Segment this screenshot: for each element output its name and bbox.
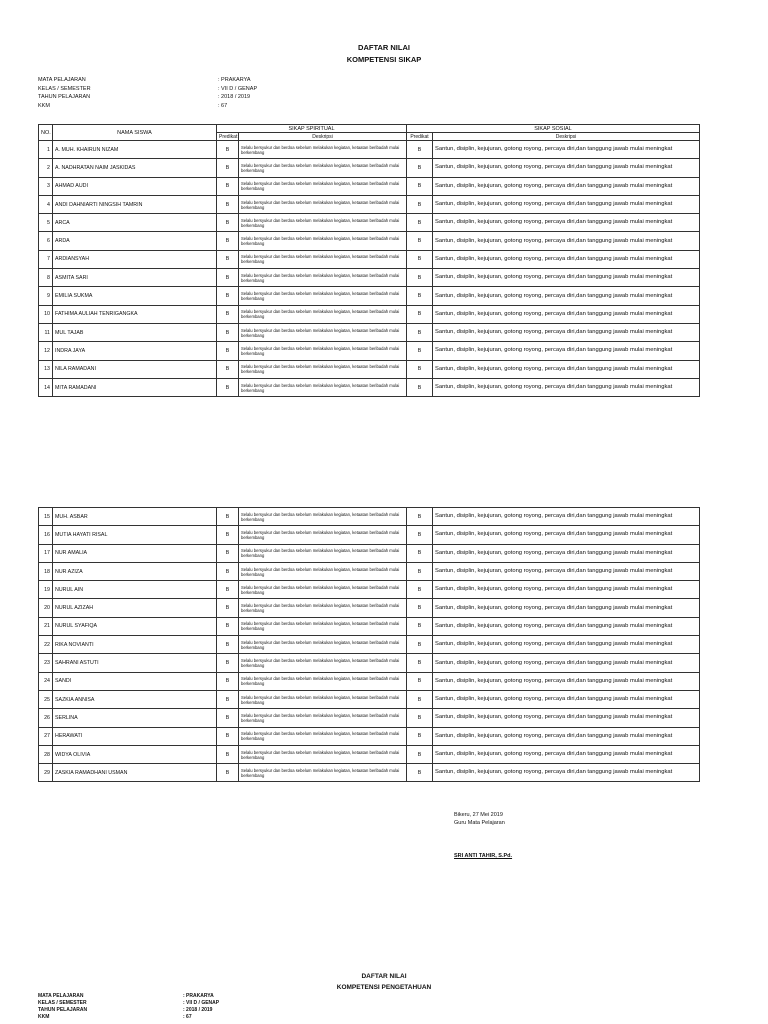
cell-predikat-spiritual: B bbox=[217, 654, 239, 672]
table-row bbox=[39, 269, 700, 287]
table-row bbox=[39, 360, 700, 378]
table-row bbox=[39, 323, 700, 341]
cell-predikat-sosial: B bbox=[407, 195, 433, 213]
cell-desc-sosial: Santun, disiplin, kejujuran, gotong royong, percaya diri,dan tanggung jawab mulai meningkat bbox=[433, 141, 700, 159]
cell-predikat-spiritual: B bbox=[217, 508, 239, 526]
cell-no: 23 bbox=[39, 654, 53, 672]
cell-name: INDRA JAYA bbox=[53, 342, 217, 360]
grades-table-2 bbox=[38, 507, 700, 782]
cell-name: SAHRANI ASTUTI bbox=[53, 654, 217, 672]
cell-predikat-sosial: B bbox=[407, 526, 433, 544]
signer-name: SRI ANTI TAHIR, S.Pd. bbox=[454, 853, 513, 859]
cell-desc-sosial: Santun, disiplin, kejujuran, gotong royong, percaya diri,dan tanggung jawab mulai meningkat bbox=[433, 526, 700, 544]
cell-desc-spiritual: Selalu bersyukur dan berdoa sebelum melakukan kegiatan, ketaatan beribadah mulai berkembang bbox=[239, 636, 407, 654]
cell-no: 13 bbox=[39, 360, 53, 378]
table-row bbox=[39, 727, 700, 745]
cell-desc-sosial: Santun, disiplin, kejujuran, gotong royong, percaya diri,dan tanggung jawab mulai meningkat bbox=[433, 581, 700, 599]
cell-no: 7 bbox=[39, 250, 53, 268]
cell-no: 15 bbox=[39, 508, 53, 526]
header-sosial: SIKAP SOSIAL bbox=[407, 125, 700, 133]
next-page-title: DAFTAR NILAI bbox=[361, 973, 407, 980]
cell-name: HERAWATI bbox=[53, 727, 217, 745]
cell-desc-sosial: Santun, disiplin, kejujuran, gotong royong, percaya diri,dan tanggung jawab mulai meningkat bbox=[433, 764, 700, 782]
cell-desc-sosial: Santun, disiplin, kejujuran, gotong royong, percaya diri,dan tanggung jawab mulai meningkat bbox=[433, 599, 700, 617]
meta-label: KKM bbox=[38, 1014, 50, 1020]
cell-predikat-spiritual: B bbox=[217, 232, 239, 250]
cell-predikat-sosial: B bbox=[407, 269, 433, 287]
meta-value: : 67 bbox=[218, 102, 228, 109]
cell-desc-sosial: Santun, disiplin, kejujuran, gotong royong, percaya diri,dan tanggung jawab mulai meningkat bbox=[433, 360, 700, 378]
cell-desc-sosial: Santun, disiplin, kejujuran, gotong royong, percaya diri,dan tanggung jawab mulai meningkat bbox=[433, 727, 700, 745]
meta-value: : 2018 / 2019 bbox=[218, 94, 251, 100]
cell-desc-spiritual: Selalu bersyukur dan berdoa sebelum melakukan kegiatan, ketaatan beribadah mulai berkembang bbox=[239, 617, 407, 635]
meta-block bbox=[38, 76, 257, 110]
cell-desc-sosial: Santun, disiplin, kejujuran, gotong royong, percaya diri,dan tanggung jawab mulai meningkat bbox=[433, 214, 700, 232]
header-predikat: Predikat bbox=[407, 133, 433, 141]
cell-no: 11 bbox=[39, 323, 53, 341]
cell-no: 27 bbox=[39, 727, 53, 745]
cell-desc-sosial: Santun, disiplin, kejujuran, gotong royong, percaya diri,dan tanggung jawab mulai meningkat bbox=[433, 232, 700, 250]
cell-name: SERLINA bbox=[53, 709, 217, 727]
cell-name: SANDI bbox=[53, 672, 217, 690]
page-subtitle: KOMPETENSI SIKAP bbox=[346, 55, 422, 64]
cell-desc-sosial: Santun, disiplin, kejujuran, gotong royong, percaya diri,dan tanggung jawab mulai meningkat bbox=[433, 562, 700, 580]
cell-predikat-spiritual: B bbox=[217, 342, 239, 360]
cell-desc-spiritual: Selalu bersyukur dan berdoa sebelum melakukan kegiatan, ketaatan beribadah mulai berkembang bbox=[239, 690, 407, 708]
table-row bbox=[39, 636, 700, 654]
cell-no: 24 bbox=[39, 672, 53, 690]
cell-desc-spiritual: Selalu bersyukur dan berdoa sebelum melakukan kegiatan, ketaatan beribadah mulai berkembang bbox=[239, 654, 407, 672]
cell-predikat-spiritual: B bbox=[217, 141, 239, 159]
cell-no: 1 bbox=[39, 141, 53, 159]
cell-desc-sosial: Santun, disiplin, kejujuran, gotong royong, percaya diri,dan tanggung jawab mulai meningkat bbox=[433, 745, 700, 763]
cell-predikat-spiritual: B bbox=[217, 672, 239, 690]
cell-predikat-sosial: B bbox=[407, 177, 433, 195]
cell-desc-spiritual: Selalu bersyukur dan berdoa sebelum melakukan kegiatan, ketaatan beribadah mulai berkembang bbox=[239, 508, 407, 526]
table-row bbox=[39, 654, 700, 672]
cell-predikat-spiritual: B bbox=[217, 250, 239, 268]
table-row bbox=[39, 195, 700, 213]
cell-no: 4 bbox=[39, 195, 53, 213]
cell-predikat-sosial: B bbox=[407, 617, 433, 635]
cell-desc-sosial: Santun, disiplin, kejujuran, gotong royong, percaya diri,dan tanggung jawab mulai meningkat bbox=[433, 636, 700, 654]
table-row bbox=[39, 672, 700, 690]
cell-desc-sosial: Santun, disiplin, kejujuran, gotong royong, percaya diri,dan tanggung jawab mulai meningkat bbox=[433, 378, 700, 396]
meta-label: TAHUN PELAJARAN bbox=[38, 94, 91, 100]
cell-predikat-spiritual: B bbox=[217, 636, 239, 654]
cell-predikat-spiritual: B bbox=[217, 287, 239, 305]
cell-desc-spiritual: Selalu bersyukur dan berdoa sebelum melakukan kegiatan, ketaatan beribadah mulai berkembang bbox=[239, 745, 407, 763]
cell-desc-spiritual: Selalu bersyukur dan berdoa sebelum melakukan kegiatan, ketaatan beribadah mulai berkembang bbox=[239, 141, 407, 159]
cell-no: 12 bbox=[39, 342, 53, 360]
cell-predikat-sosial: B bbox=[407, 764, 433, 782]
cell-desc-spiritual: Selalu bersyukur dan berdoa sebelum melakukan kegiatan, ketaatan beribadah mulai berkembang bbox=[239, 764, 407, 782]
cell-no: 6 bbox=[39, 232, 53, 250]
meta-label: MATA PELAJARAN bbox=[38, 77, 86, 83]
next-page-subtitle: KOMPETENSI PENGETAHUAN bbox=[336, 984, 432, 991]
cell-no: 14 bbox=[39, 378, 53, 396]
cell-desc-spiritual: Selalu bersyukur dan berdoa sebelum melakukan kegiatan, ketaatan beribadah mulai berkembang bbox=[239, 709, 407, 727]
cell-no: 5 bbox=[39, 214, 53, 232]
cell-desc-spiritual: Selalu bersyukur dan berdoa sebelum melakukan kegiatan, ketaatan beribadah mulai berkembang bbox=[239, 159, 407, 177]
cell-desc-sosial: Santun, disiplin, kejujuran, gotong royong, percaya diri,dan tanggung jawab mulai meningkat bbox=[433, 250, 700, 268]
cell-name: WIDYA OLIVIA bbox=[53, 745, 217, 763]
cell-predikat-sosial: B bbox=[407, 214, 433, 232]
cell-predikat-spiritual: B bbox=[217, 323, 239, 341]
meta-value: : PRAKARYA bbox=[218, 77, 251, 83]
cell-predikat-spiritual: B bbox=[217, 269, 239, 287]
cell-desc-spiritual: Selalu bersyukur dan berdoa sebelum melakukan kegiatan, ketaatan beribadah mulai berkembang bbox=[239, 562, 407, 580]
cell-predikat-spiritual: B bbox=[217, 764, 239, 782]
table-row bbox=[39, 342, 700, 360]
cell-desc-spiritual: Selalu bersyukur dan berdoa sebelum melakukan kegiatan, ketaatan beribadah mulai berkembang bbox=[239, 195, 407, 213]
cell-name: A. NADHRATAN NAIM JASKIDAS bbox=[53, 159, 217, 177]
meta-value: : 2018 / 2019 bbox=[183, 1007, 213, 1013]
cell-desc-sosial: Santun, disiplin, kejujuran, gotong royong, percaya diri,dan tanggung jawab mulai meningkat bbox=[433, 672, 700, 690]
cell-name: MUTIA HAYATI RISAL bbox=[53, 526, 217, 544]
cell-desc-sosial: Santun, disiplin, kejujuran, gotong royong, percaya diri,dan tanggung jawab mulai meningkat bbox=[433, 508, 700, 526]
table-row bbox=[39, 709, 700, 727]
cell-name: AHMAD AUDI bbox=[53, 177, 217, 195]
header-spiritual: SIKAP SPIRITUAL bbox=[217, 125, 407, 133]
cell-predikat-sosial: B bbox=[407, 690, 433, 708]
cell-name: NILA RAMADANI bbox=[53, 360, 217, 378]
table-row bbox=[39, 764, 700, 782]
meta-value: : VII D / GENAP bbox=[183, 1000, 220, 1006]
cell-desc-sosial: Santun, disiplin, kejujuran, gotong royong, percaya diri,dan tanggung jawab mulai meningkat bbox=[433, 287, 700, 305]
cell-no: 9 bbox=[39, 287, 53, 305]
cell-desc-sosial: Santun, disiplin, kejujuran, gotong royong, percaya diri,dan tanggung jawab mulai meningkat bbox=[433, 177, 700, 195]
cell-name: ARDA bbox=[53, 232, 217, 250]
cell-name: NURUL AIN bbox=[53, 581, 217, 599]
cell-predikat-spiritual: B bbox=[217, 305, 239, 323]
cell-desc-sosial: Santun, disiplin, kejujuran, gotong royong, percaya diri,dan tanggung jawab mulai meningkat bbox=[433, 690, 700, 708]
table-row bbox=[39, 562, 700, 580]
grades-table-1 bbox=[38, 124, 700, 397]
cell-name: SAZKIA ANNISA bbox=[53, 690, 217, 708]
cell-predikat-spiritual: B bbox=[217, 599, 239, 617]
meta-label: KELAS / SEMESTER bbox=[38, 1000, 87, 1006]
cell-predikat-sosial: B bbox=[407, 250, 433, 268]
cell-predikat-spiritual: B bbox=[217, 214, 239, 232]
meta-label: TAHUN PELAJARAN bbox=[38, 1007, 88, 1013]
cell-predikat-spiritual: B bbox=[217, 544, 239, 562]
next-page-meta bbox=[38, 993, 219, 1021]
cell-desc-spiritual: Selalu bersyukur dan berdoa sebelum melakukan kegiatan, ketaatan beribadah mulai berkembang bbox=[239, 250, 407, 268]
cell-name: MITA RAMADANI bbox=[53, 378, 217, 396]
cell-name: A. MUH. KHAIRUN NIZAM bbox=[53, 141, 217, 159]
cell-name: NUR AZIZA bbox=[53, 562, 217, 580]
cell-desc-sosial: Santun, disiplin, kejujuran, gotong royong, percaya diri,dan tanggung jawab mulai meningkat bbox=[433, 342, 700, 360]
cell-name: ARDIANSYAH bbox=[53, 250, 217, 268]
table-row bbox=[39, 305, 700, 323]
cell-predikat-sosial: B bbox=[407, 745, 433, 763]
cell-name: ARCA bbox=[53, 214, 217, 232]
cell-desc-spiritual: Selalu bersyukur dan berdoa sebelum melakukan kegiatan, ketaatan beribadah mulai berkembang bbox=[239, 544, 407, 562]
cell-no: 29 bbox=[39, 764, 53, 782]
cell-predikat-sosial: B bbox=[407, 727, 433, 745]
cell-predikat-sosial: B bbox=[407, 672, 433, 690]
cell-desc-spiritual: Selalu bersyukur dan berdoa sebelum melakukan kegiatan, ketaatan beribadah mulai berkembang bbox=[239, 214, 407, 232]
place-date: Bikeru, 27 Mei 2019 bbox=[454, 812, 503, 818]
cell-name: FATHIMA AULIAH TENRIGANGKA bbox=[53, 305, 217, 323]
cell-predikat-sosial: B bbox=[407, 654, 433, 672]
cell-name: NURUL SYAFIQA bbox=[53, 617, 217, 635]
cell-desc-spiritual: Selalu bersyukur dan berdoa sebelum melakukan kegiatan, ketaatan beribadah mulai berkembang bbox=[239, 232, 407, 250]
cell-predikat-sosial: B bbox=[407, 562, 433, 580]
cell-predikat-sosial: B bbox=[407, 232, 433, 250]
cell-predikat-spiritual: B bbox=[217, 617, 239, 635]
cell-desc-sosial: Santun, disiplin, kejujuran, gotong royong, percaya diri,dan tanggung jawab mulai meningkat bbox=[433, 617, 700, 635]
meta-value: : VII D / GENAP bbox=[218, 85, 258, 92]
cell-desc-sosial: Santun, disiplin, kejujuran, gotong royong, percaya diri,dan tanggung jawab mulai meningkat bbox=[433, 195, 700, 213]
signature-block bbox=[454, 811, 505, 827]
cell-no: 22 bbox=[39, 636, 53, 654]
cell-predikat-sosial: B bbox=[407, 342, 433, 360]
cell-predikat-sosial: B bbox=[407, 378, 433, 396]
cell-no: 19 bbox=[39, 581, 53, 599]
cell-no: 16 bbox=[39, 526, 53, 544]
table-row bbox=[39, 508, 700, 526]
cell-name: MUL TAJAB bbox=[53, 323, 217, 341]
table-row bbox=[39, 232, 700, 250]
cell-name: NURUL AZIZAH bbox=[53, 599, 217, 617]
cell-predikat-sosial: B bbox=[407, 159, 433, 177]
cell-predikat-sosial: B bbox=[407, 599, 433, 617]
table-row bbox=[39, 141, 700, 159]
cell-name: NUR AMALIA bbox=[53, 544, 217, 562]
table-row bbox=[39, 617, 700, 635]
cell-desc-sosial: Santun, disiplin, kejujuran, gotong royong, percaya diri,dan tanggung jawab mulai meningkat bbox=[433, 654, 700, 672]
cell-predikat-spiritual: B bbox=[217, 690, 239, 708]
cell-name: ZASKIA RAMADHANI USMAN bbox=[53, 764, 217, 782]
table-row bbox=[39, 250, 700, 268]
table-row bbox=[39, 581, 700, 599]
cell-desc-spiritual: Selalu bersyukur dan berdoa sebelum melakukan kegiatan, ketaatan beribadah mulai berkembang bbox=[239, 360, 407, 378]
meta-label: KELAS / SEMESTER bbox=[38, 85, 91, 92]
cell-predikat-spiritual: B bbox=[217, 745, 239, 763]
cell-predikat-sosial: B bbox=[407, 287, 433, 305]
cell-predikat-sosial: B bbox=[407, 581, 433, 599]
page-title: DAFTAR NILAI bbox=[358, 43, 410, 52]
cell-desc-sosial: Santun, disiplin, kejujuran, gotong royong, percaya diri,dan tanggung jawab mulai meningkat bbox=[433, 709, 700, 727]
cell-no: 25 bbox=[39, 690, 53, 708]
table-row bbox=[39, 378, 700, 396]
meta-label: MATA PELAJARAN bbox=[38, 993, 84, 999]
cell-desc-spiritual: Selalu bersyukur dan berdoa sebelum melakukan kegiatan, ketaatan beribadah mulai berkembang bbox=[239, 526, 407, 544]
table-row bbox=[39, 287, 700, 305]
table-row bbox=[39, 214, 700, 232]
cell-predikat-spiritual: B bbox=[217, 581, 239, 599]
cell-no: 3 bbox=[39, 177, 53, 195]
cell-predikat-spiritual: B bbox=[217, 709, 239, 727]
cell-name: ANDI DAHNIARTI NINGSIH TAMRIN bbox=[53, 195, 217, 213]
cell-predikat-sosial: B bbox=[407, 709, 433, 727]
header-nama: NAMA SISWA bbox=[53, 125, 217, 141]
cell-desc-spiritual: Selalu bersyukur dan berdoa sebelum melakukan kegiatan, ketaatan beribadah mulai berkembang bbox=[239, 672, 407, 690]
cell-desc-sosial: Santun, disiplin, kejujuran, gotong royong, percaya diri,dan tanggung jawab mulai meningkat bbox=[433, 269, 700, 287]
cell-desc-spiritual: Selalu bersyukur dan berdoa sebelum melakukan kegiatan, ketaatan beribadah mulai berkembang bbox=[239, 323, 407, 341]
cell-predikat-spiritual: B bbox=[217, 727, 239, 745]
cell-name: EMILIA SUKMA bbox=[53, 287, 217, 305]
cell-desc-spiritual: Selalu bersyukur dan berdoa sebelum melakukan kegiatan, ketaatan beribadah mulai berkembang bbox=[239, 287, 407, 305]
cell-name: ASMITA SARI bbox=[53, 269, 217, 287]
cell-desc-sosial: Santun, disiplin, kejujuran, gotong royong, percaya diri,dan tanggung jawab mulai meningkat bbox=[433, 305, 700, 323]
cell-desc-sosial: Santun, disiplin, kejujuran, gotong royong, percaya diri,dan tanggung jawab mulai meningkat bbox=[433, 159, 700, 177]
cell-predikat-spiritual: B bbox=[217, 360, 239, 378]
cell-desc-spiritual: Selalu bersyukur dan berdoa sebelum melakukan kegiatan, ketaatan beribadah mulai berkembang bbox=[239, 177, 407, 195]
cell-predikat-sosial: B bbox=[407, 508, 433, 526]
cell-no: 17 bbox=[39, 544, 53, 562]
cell-desc-spiritual: Selalu bersyukur dan berdoa sebelum melakukan kegiatan, ketaatan beribadah mulai berkembang bbox=[239, 599, 407, 617]
table-row bbox=[39, 544, 700, 562]
table-row bbox=[39, 599, 700, 617]
cell-predikat-sosial: B bbox=[407, 323, 433, 341]
cell-predikat-sosial: B bbox=[407, 305, 433, 323]
cell-desc-spiritual: Selalu bersyukur dan berdoa sebelum melakukan kegiatan, ketaatan beribadah mulai berkembang bbox=[239, 581, 407, 599]
header-deskripsi: Deskripsi bbox=[239, 133, 407, 141]
header-predikat: Predikat bbox=[217, 133, 239, 141]
cell-predikat-spiritual: B bbox=[217, 378, 239, 396]
cell-desc-sosial: Santun, disiplin, kejujuran, gotong royong, percaya diri,dan tanggung jawab mulai meningkat bbox=[433, 544, 700, 562]
cell-predikat-sosial: B bbox=[407, 360, 433, 378]
cell-no: 21 bbox=[39, 617, 53, 635]
cell-name: RIKA NOVIANTI bbox=[53, 636, 217, 654]
meta-label: KKM bbox=[38, 102, 50, 109]
cell-desc-sosial: Santun, disiplin, kejujuran, gotong royong, percaya diri,dan tanggung jawab mulai meningkat bbox=[433, 323, 700, 341]
cell-predikat-sosial: B bbox=[407, 544, 433, 562]
cell-predikat-spiritual: B bbox=[217, 195, 239, 213]
cell-no: 28 bbox=[39, 745, 53, 763]
table-row bbox=[39, 526, 700, 544]
cell-desc-spiritual: Selalu bersyukur dan berdoa sebelum melakukan kegiatan, ketaatan beribadah mulai berkembang bbox=[239, 727, 407, 745]
cell-desc-spiritual: Selalu bersyukur dan berdoa sebelum melakukan kegiatan, ketaatan beribadah mulai berkembang bbox=[239, 269, 407, 287]
cell-no: 20 bbox=[39, 599, 53, 617]
cell-desc-spiritual: Selalu bersyukur dan berdoa sebelum melakukan kegiatan, ketaatan beribadah mulai berkembang bbox=[239, 378, 407, 396]
cell-predikat-spiritual: B bbox=[217, 562, 239, 580]
table-row bbox=[39, 177, 700, 195]
cell-no: 10 bbox=[39, 305, 53, 323]
table-row bbox=[39, 745, 700, 763]
cell-predikat-sosial: B bbox=[407, 141, 433, 159]
table-row bbox=[39, 159, 700, 177]
cell-desc-spiritual: Selalu bersyukur dan berdoa sebelum melakukan kegiatan, ketaatan beribadah mulai berkembang bbox=[239, 305, 407, 323]
meta-value: : 67 bbox=[183, 1014, 192, 1020]
header-no: NO. bbox=[39, 125, 53, 141]
cell-no: 2 bbox=[39, 159, 53, 177]
cell-desc-spiritual: Selalu bersyukur dan berdoa sebelum melakukan kegiatan, ketaatan beribadah mulai berkembang bbox=[239, 342, 407, 360]
cell-no: 8 bbox=[39, 269, 53, 287]
cell-predikat-sosial: B bbox=[407, 636, 433, 654]
cell-no: 26 bbox=[39, 709, 53, 727]
meta-value: : PRAKARYA bbox=[183, 993, 214, 999]
cell-predikat-spiritual: B bbox=[217, 526, 239, 544]
cell-no: 18 bbox=[39, 562, 53, 580]
cell-name: MUH. ASBAR bbox=[53, 508, 217, 526]
cell-predikat-spiritual: B bbox=[217, 177, 239, 195]
cell-predikat-spiritual: B bbox=[217, 159, 239, 177]
table-row bbox=[39, 690, 700, 708]
signer-role: Guru Mata Pelajaran bbox=[454, 820, 505, 826]
header-deskripsi: Deskripsi bbox=[433, 133, 700, 141]
